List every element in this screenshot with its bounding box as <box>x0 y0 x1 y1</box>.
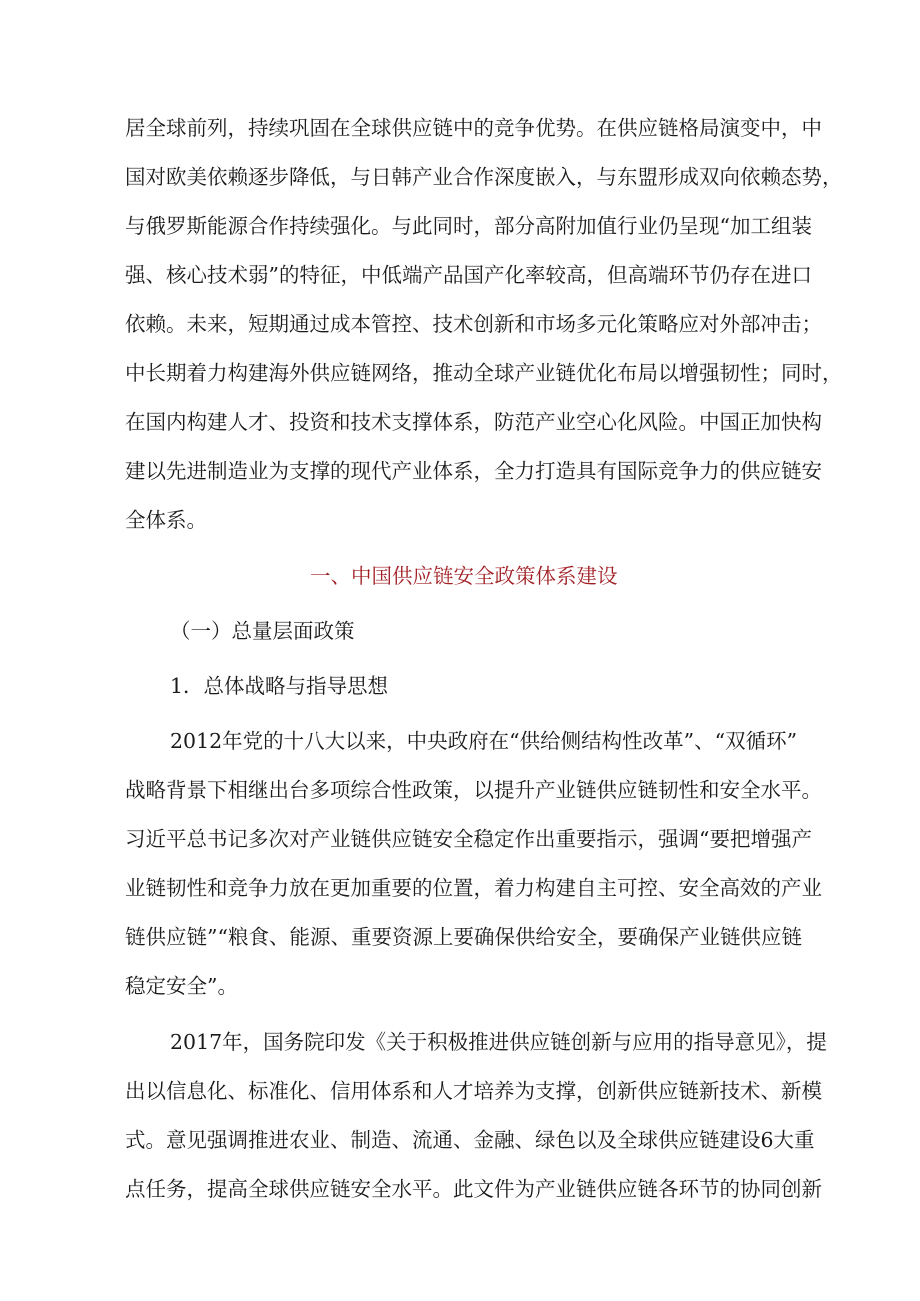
paragraph-line <box>0 451 920 491</box>
paragraph-line <box>0 966 920 1006</box>
line-text: 居全球前列，持续巩固在全球供应链中的竞争优势。在供应链格局演变中，中 <box>125 116 822 140</box>
line-text: 习近平总书记多次对产业链供应链安全稳定作出重要指示，强调“要把增强产 <box>125 827 812 851</box>
paragraph-line <box>0 819 920 859</box>
paragraph-line <box>0 917 920 957</box>
line-text: 链供应链”“粮食、能源、重要资源上要确保供给安全，要确保产业链供应链 <box>125 925 802 949</box>
line-text: 稳定安全”。 <box>125 974 238 998</box>
line-text: 式。意见强调推进农业、制造、流通、金融、绿色以及全球供应链建设6大重 <box>125 1128 815 1152</box>
section-heading <box>0 556 920 596</box>
line-text: 战略背景下相继出台多项综合性政策，以提升产业链供应链韧性和安全水平。 <box>125 778 822 802</box>
paragraph-line <box>0 1071 920 1111</box>
paragraph-line <box>0 1120 920 1160</box>
item-heading-text: 1．总体战略与指导思想 <box>170 674 389 698</box>
paragraph-line <box>0 868 920 908</box>
paragraph-line <box>0 304 920 344</box>
paragraph-line <box>0 353 920 393</box>
section-heading-text: 一、中国供应链安全政策体系建设 <box>310 564 618 588</box>
line-text: 建以先进制造业为支撑的现代产业体系，全力打造具有国际竞争力的供应链安 <box>125 459 822 483</box>
paragraph-line <box>0 255 920 295</box>
paragraph-line <box>0 157 920 197</box>
line-text: 与俄罗斯能源合作持续强化。与此同时，部分高附加值行业仍呈现“加工组装 <box>125 214 812 238</box>
line-text: 强、核心技术弱”的特征，中低端产品国产化率较高，但高端环节仍存在进口 <box>125 263 812 287</box>
paragraph-line <box>0 1169 920 1209</box>
paragraph-line <box>0 108 920 148</box>
line-text: 业链韧性和竞争力放在更加重要的位置，着力构建自主可控、安全高效的产业 <box>125 876 822 900</box>
subsection-heading <box>0 611 920 651</box>
line-text: 在国内构建人才、投资和技术支撑体系，防范产业空心化风险。中国正加快构 <box>125 410 822 434</box>
paragraph-line <box>0 770 920 810</box>
line-text: 出以信息化、标准化、信用体系和人才培养为支撑，创新供应链新技术、新模 <box>125 1079 822 1103</box>
line-text: 点任务，提高全球供应链安全水平。此文件为产业链供应链各环节的协同创新 <box>125 1177 822 1201</box>
item-heading <box>0 666 920 706</box>
line-text: 2012年党的十八大以来，中央政府在“供给侧结构性改革”、“双循环” <box>170 729 798 753</box>
paragraph-line <box>0 402 920 442</box>
paragraph-line <box>0 1022 920 1062</box>
line-text: 国对欧美依赖逐步降低，与日韩产业合作深度嵌入，与东盟形成双向依赖态势， <box>125 165 843 189</box>
line-text: 中长期着力构建海外供应链网络，推动全球产业链优化布局以增强韧性；同时， <box>125 361 843 385</box>
paragraph-line <box>0 206 920 246</box>
paragraph-line <box>0 500 920 540</box>
paragraph-line <box>0 721 920 761</box>
line-text: 全体系。 <box>125 508 207 532</box>
line-text: 依赖。未来，短期通过成本管控、技术创新和市场多元化策略应对外部冲击； <box>125 312 822 336</box>
line-text: 2017年，国务院印发《关于积极推进供应链创新与应用的指导意见》，提 <box>170 1030 827 1054</box>
subsection-heading-text: （一）总量层面政策 <box>170 619 355 643</box>
